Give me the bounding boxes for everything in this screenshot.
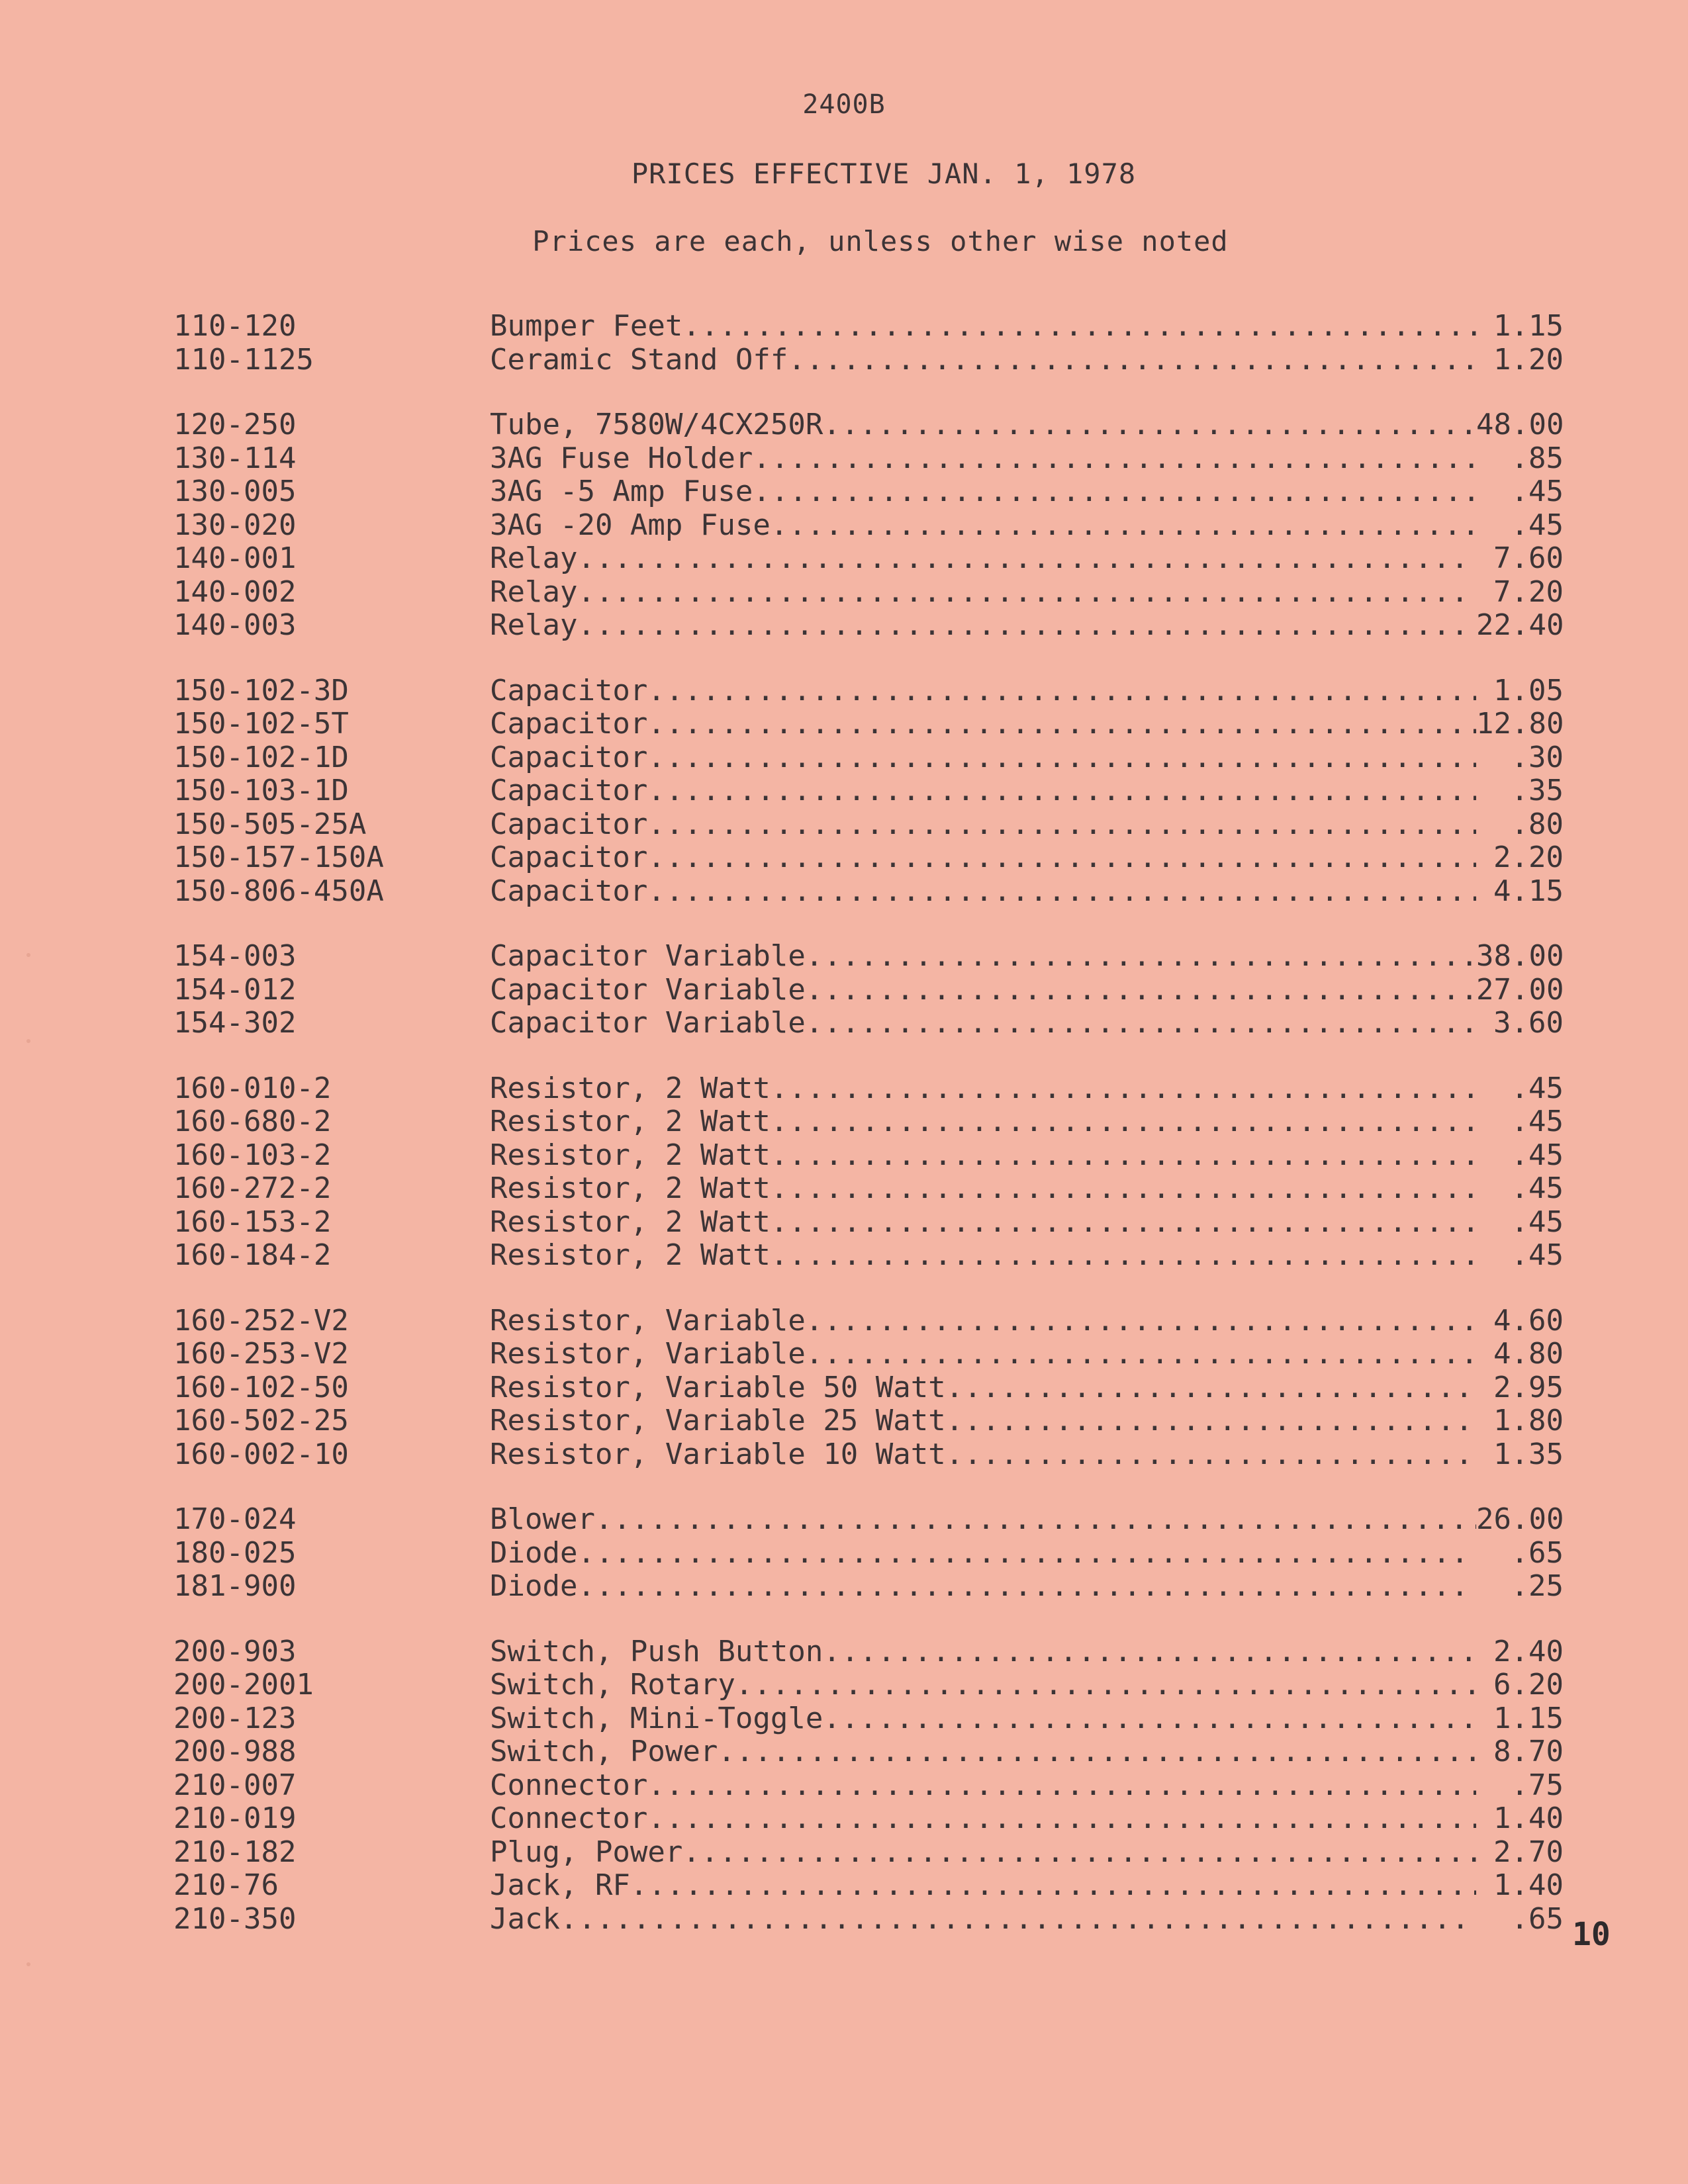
item-price: .45 (1511, 508, 1564, 542)
part-number: 180-025 (173, 1535, 297, 1570)
item-description: Capacitor (490, 841, 648, 874)
price-row (173, 576, 1564, 610)
item-price: .45 (1511, 1205, 1564, 1239)
dot-leader (753, 442, 1476, 475)
pricing-note: Prices are each, unless other wise noted (532, 225, 1229, 257)
parts-group (173, 1635, 1564, 1936)
item-description-cell (490, 808, 1476, 841)
item-description: 3AG -5 Amp Fuse (490, 475, 753, 508)
dot-leader (647, 841, 1476, 874)
item-price: .65 (1511, 1901, 1564, 1936)
punch-mark (26, 953, 30, 957)
dot-leader (771, 1105, 1476, 1138)
dot-leader (946, 1404, 1476, 1437)
item-description: Capacitor Variable (490, 940, 806, 973)
item-description: Capacitor Variable (490, 973, 806, 1007)
price-row (173, 1239, 1564, 1273)
price-row (173, 808, 1564, 842)
dot-leader (806, 1007, 1476, 1040)
item-description-cell (490, 542, 1476, 575)
item-price: .45 (1511, 1238, 1564, 1272)
part-number: 160-252-V2 (173, 1303, 349, 1338)
price-row (173, 1903, 1564, 1936)
item-price: 3.60 (1493, 1006, 1564, 1040)
dot-leader (577, 1570, 1476, 1603)
price-row (173, 1635, 1564, 1669)
parts-group (173, 1503, 1564, 1604)
price-row (173, 1802, 1564, 1836)
dot-leader (647, 875, 1476, 908)
dot-leader (823, 1702, 1476, 1735)
page-number: 10 (1572, 1916, 1611, 1953)
page-title: PRICES EFFECTIVE JAN. 1, 1978 (631, 158, 1137, 190)
part-number: 210-182 (173, 1835, 297, 1869)
item-description-cell (490, 1635, 1476, 1668)
part-number: 210-007 (173, 1768, 297, 1802)
part-number: 154-302 (173, 1006, 297, 1040)
dot-leader (771, 1072, 1476, 1105)
item-description-cell (490, 774, 1476, 807)
dot-leader (577, 1537, 1476, 1570)
item-description-cell (490, 1802, 1476, 1835)
item-price: 4.80 (1493, 1337, 1564, 1371)
parts-price-list (173, 310, 1564, 1968)
part-number: 154-003 (173, 939, 297, 973)
item-price: 7.60 (1493, 541, 1564, 575)
dot-leader (788, 343, 1476, 377)
item-price: 6.20 (1493, 1668, 1564, 1702)
item-description: Ceramic Stand Off (490, 343, 788, 377)
item-price: 22.40 (1476, 608, 1564, 642)
item-description-cell (490, 1139, 1476, 1172)
price-row (173, 1702, 1564, 1736)
item-price: 27.00 (1476, 972, 1564, 1007)
item-description: Jack (490, 1902, 560, 1936)
price-row (173, 1438, 1564, 1472)
part-number: 200-988 (173, 1735, 297, 1768)
dot-leader (647, 741, 1476, 774)
part-number: 110-1125 (173, 342, 314, 377)
price-row (173, 1668, 1564, 1702)
parts-group (173, 674, 1564, 909)
item-price: .45 (1511, 1171, 1564, 1205)
dot-leader (771, 1206, 1476, 1239)
item-description-cell (490, 1668, 1476, 1702)
item-price: 2.20 (1493, 841, 1564, 874)
price-row (173, 1206, 1564, 1240)
item-description: Jack, RF (490, 1869, 630, 1902)
item-description-cell (490, 1438, 1476, 1471)
item-description: Resistor, Variable 10 Watt (490, 1437, 946, 1471)
item-description-cell (490, 1570, 1476, 1603)
item-description-cell (490, 741, 1476, 774)
dot-leader (630, 1869, 1476, 1902)
part-number: 160-272-2 (173, 1171, 332, 1205)
dot-leader (595, 1503, 1476, 1536)
item-description-cell (490, 1206, 1476, 1239)
punch-mark (26, 1039, 30, 1043)
item-description: Resistor, 2 Watt (490, 1172, 771, 1205)
part-number: 150-102-3D (173, 673, 349, 707)
price-row (173, 1338, 1564, 1371)
item-description-cell (490, 576, 1476, 609)
item-price: 4.15 (1493, 874, 1564, 908)
item-description: Capacitor (490, 874, 648, 908)
item-description: Tube, 7580W/4CX250R (490, 408, 823, 441)
item-description: Diode (490, 1570, 578, 1603)
price-row (173, 940, 1564, 974)
part-number: 210-350 (173, 1901, 297, 1936)
part-number: 160-184-2 (173, 1238, 332, 1272)
item-description-cell (490, 1007, 1476, 1040)
item-price: .45 (1511, 475, 1564, 508)
part-number: 154-012 (173, 972, 297, 1007)
item-description: 3AG Fuse Holder (490, 441, 753, 475)
item-price: .85 (1511, 441, 1564, 475)
item-description: Plug, Power (490, 1835, 683, 1869)
part-number: 200-123 (173, 1701, 297, 1735)
price-row (173, 1503, 1564, 1537)
item-price: 1.15 (1493, 309, 1564, 343)
price-row (173, 475, 1564, 509)
dot-leader (560, 1903, 1476, 1936)
item-description: Resistor, 2 Watt (490, 1239, 771, 1272)
part-number: 181-900 (173, 1569, 297, 1603)
item-price: .25 (1511, 1569, 1564, 1603)
item-description: Capacitor (490, 741, 648, 774)
item-price: 2.95 (1493, 1370, 1564, 1404)
part-number: 150-505-25A (173, 807, 367, 841)
part-number: 160-102-50 (173, 1370, 349, 1404)
item-description: Relay (490, 609, 578, 642)
item-price: .45 (1511, 1138, 1564, 1172)
price-row (173, 1769, 1564, 1803)
part-number: 210-019 (173, 1801, 297, 1835)
price-row (173, 1404, 1564, 1438)
part-number: 150-157-150A (173, 841, 384, 874)
price-row (173, 741, 1564, 775)
dot-leader (806, 1338, 1476, 1371)
item-description: Resistor, Variable (490, 1338, 806, 1371)
item-description: Relay (490, 542, 578, 575)
part-number: 160-253-V2 (173, 1337, 349, 1371)
parts-group (173, 1304, 1564, 1472)
item-price: 1.05 (1493, 673, 1564, 707)
item-description-cell (490, 475, 1476, 508)
dot-leader (647, 707, 1476, 741)
item-description-cell (490, 841, 1476, 874)
item-description: Bumper Feet (490, 310, 683, 343)
item-price: 1.15 (1493, 1701, 1564, 1735)
price-row (173, 1072, 1564, 1106)
part-number: 120-250 (173, 408, 297, 441)
dot-leader (682, 310, 1476, 343)
part-number: 110-120 (173, 309, 297, 343)
item-description: Capacitor (490, 674, 648, 707)
dot-leader (806, 940, 1476, 973)
dot-leader (577, 609, 1476, 642)
dot-leader (647, 1769, 1476, 1802)
item-price: 48.00 (1476, 408, 1564, 441)
parts-group (173, 310, 1564, 377)
item-price: .65 (1511, 1535, 1564, 1570)
item-description: Switch, Push Button (490, 1635, 823, 1668)
item-description: Switch, Rotary (490, 1668, 735, 1702)
part-number: 160-103-2 (173, 1138, 332, 1172)
item-description-cell (490, 1105, 1476, 1138)
item-price: .35 (1511, 774, 1564, 807)
part-number: 160-010-2 (173, 1071, 332, 1105)
item-description: Blower (490, 1503, 595, 1536)
dot-leader (771, 1172, 1476, 1205)
item-description: Resistor, 2 Watt (490, 1071, 771, 1105)
price-row (173, 1371, 1564, 1405)
dot-leader (753, 475, 1476, 508)
item-description-cell (490, 1239, 1476, 1272)
price-row (173, 509, 1564, 543)
dot-leader (946, 1371, 1476, 1404)
part-number: 130-114 (173, 441, 297, 475)
part-number: 170-024 (173, 1502, 297, 1536)
item-price: .30 (1511, 740, 1564, 774)
item-description-cell (490, 1304, 1476, 1338)
dot-leader (771, 1239, 1476, 1272)
item-description-cell (490, 1836, 1476, 1869)
item-price: .45 (1511, 1105, 1564, 1138)
item-price: 2.40 (1493, 1634, 1564, 1668)
dot-leader (718, 1735, 1476, 1768)
item-description-cell (490, 1371, 1476, 1404)
part-number: 160-153-2 (173, 1205, 332, 1239)
item-description: Resistor, 2 Watt (490, 1138, 771, 1172)
dot-leader (647, 1802, 1476, 1835)
item-description: Resistor, 2 Watt (490, 1205, 771, 1239)
price-row (173, 343, 1564, 377)
item-description-cell (490, 1769, 1476, 1802)
item-description-cell (490, 1702, 1476, 1735)
price-row (173, 609, 1564, 643)
item-description-cell (490, 1903, 1476, 1936)
item-description-cell (490, 940, 1476, 973)
item-description-cell (490, 1869, 1476, 1902)
item-description-cell (490, 442, 1476, 475)
dot-leader (806, 1304, 1476, 1338)
item-price: 1.35 (1493, 1437, 1564, 1471)
dot-leader (771, 509, 1476, 542)
item-price: 12.80 (1476, 707, 1564, 741)
price-row (173, 1304, 1564, 1338)
dot-leader (647, 774, 1476, 807)
dot-leader (823, 1635, 1476, 1668)
item-description-cell (490, 1172, 1476, 1205)
price-row (173, 707, 1564, 741)
price-row (173, 1537, 1564, 1570)
item-price: .45 (1511, 1071, 1564, 1105)
part-number: 200-903 (173, 1634, 297, 1668)
item-price: 2.70 (1493, 1835, 1564, 1869)
part-number: 160-680-2 (173, 1105, 332, 1138)
item-description-cell (490, 1503, 1476, 1536)
parts-group (173, 940, 1564, 1040)
part-number: 130-005 (173, 475, 297, 508)
item-description: Connector (490, 1768, 648, 1802)
part-number: 150-102-5T (173, 707, 349, 741)
dot-leader (647, 808, 1476, 841)
item-price: 26.00 (1476, 1502, 1564, 1536)
item-description: Capacitor (490, 774, 648, 807)
item-description-cell (490, 707, 1476, 741)
dot-leader (577, 542, 1476, 575)
item-description-cell (490, 1338, 1476, 1371)
item-description: Switch, Mini-Toggle (490, 1702, 823, 1735)
price-row (173, 1570, 1564, 1604)
price-row (173, 1172, 1564, 1206)
item-description: Resistor, Variable (490, 1304, 806, 1338)
price-row (173, 442, 1564, 476)
price-row (173, 1869, 1564, 1903)
item-description-cell (490, 310, 1476, 343)
item-description-cell (490, 974, 1476, 1007)
item-description: Diode (490, 1536, 578, 1570)
part-number: 150-806-450A (173, 874, 384, 908)
dot-leader (682, 1836, 1476, 1869)
model-number: 2400B (802, 89, 886, 120)
item-price: 8.70 (1493, 1735, 1564, 1768)
parts-group (173, 1072, 1564, 1273)
dot-leader (946, 1438, 1476, 1471)
item-description: Capacitor (490, 707, 648, 741)
punch-mark (26, 1962, 30, 1966)
part-number: 200-2001 (173, 1668, 314, 1702)
item-price: 38.00 (1476, 939, 1564, 973)
item-price: 7.20 (1493, 574, 1564, 609)
part-number: 140-002 (173, 574, 297, 609)
item-description-cell (490, 609, 1476, 642)
item-price: 1.40 (1493, 1801, 1564, 1835)
dot-leader (735, 1668, 1476, 1702)
part-number: 150-102-1D (173, 740, 349, 774)
part-number: 160-502-25 (173, 1404, 349, 1437)
price-row (173, 1105, 1564, 1139)
dot-leader (823, 408, 1476, 441)
item-description-cell (490, 343, 1476, 377)
item-description: Capacitor Variable (490, 1007, 806, 1040)
price-row (173, 875, 1564, 909)
item-description-cell (490, 1404, 1476, 1437)
item-description: Connector (490, 1802, 648, 1835)
item-description: Relay (490, 575, 578, 609)
price-row (173, 310, 1564, 343)
dot-leader (806, 974, 1476, 1007)
price-row (173, 1007, 1564, 1040)
price-row (173, 674, 1564, 708)
price-row (173, 1836, 1564, 1870)
item-description-cell (490, 1072, 1476, 1105)
part-number: 150-103-1D (173, 774, 349, 807)
item-price: 1.40 (1493, 1868, 1564, 1902)
item-price: 1.20 (1493, 342, 1564, 377)
dot-leader (577, 576, 1476, 609)
item-price: .80 (1511, 807, 1564, 841)
item-description-cell (490, 875, 1476, 908)
item-description-cell (490, 1735, 1476, 1768)
part-number: 140-003 (173, 608, 297, 642)
part-number: 130-020 (173, 508, 297, 542)
dot-leader (647, 674, 1476, 707)
item-description-cell (490, 674, 1476, 707)
item-description: Resistor, Variable 25 Watt (490, 1404, 946, 1437)
price-row (173, 408, 1564, 442)
item-price: 4.60 (1493, 1303, 1564, 1338)
item-description: Resistor, 2 Watt (490, 1105, 771, 1138)
item-price: 1.80 (1493, 1404, 1564, 1437)
item-price: .75 (1511, 1768, 1564, 1802)
price-row (173, 1735, 1564, 1769)
parts-group (173, 408, 1564, 643)
part-number: 210-76 (173, 1868, 279, 1902)
dot-leader (771, 1139, 1476, 1172)
price-row (173, 1139, 1564, 1173)
part-number: 160-002-10 (173, 1437, 349, 1471)
item-description-cell (490, 408, 1476, 441)
item-description: Switch, Power (490, 1735, 718, 1768)
price-row (173, 841, 1564, 875)
item-description: Resistor, Variable 50 Watt (490, 1371, 946, 1404)
item-description-cell (490, 509, 1476, 542)
item-description-cell (490, 1537, 1476, 1570)
price-row (173, 774, 1564, 808)
item-description: Capacitor (490, 807, 648, 841)
item-description: 3AG -20 Amp Fuse (490, 508, 771, 542)
price-row (173, 542, 1564, 576)
price-row (173, 974, 1564, 1007)
part-number: 140-001 (173, 541, 297, 575)
